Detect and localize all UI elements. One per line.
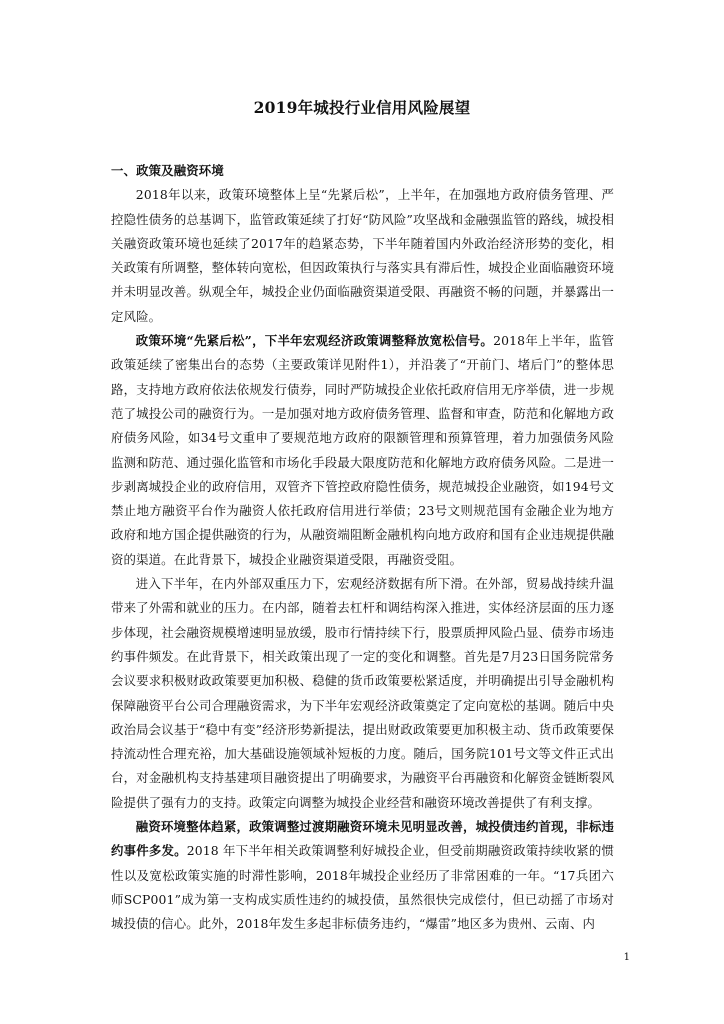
paragraph-1: 2018年以来，政策环境整体上呈“先紧后松”，上半年，在加强地方政府债务管理、严控隐性债务的总基调下，监管政策延续了打好“防风险”攻坚战和金融强监管的路线，城投相关融资政策环境也延续了2017年的趋紧态势，下半年随着国内外政治经济形势的变化，相关政策有所调整，整体转向宽松，但因政策执行与落实具有滞后性，城投企业面临融资环境并未明显改善。纵观全年，城投企业仍面临融资渠道受限、再融资不畅的问题，并暴露出一定风险。 bbox=[111, 187, 614, 324]
paragraph-4 bbox=[111, 815, 614, 936]
section-heading: 一、政策及融资环境 bbox=[111, 163, 224, 178]
page-number: 1 bbox=[623, 952, 630, 963]
paragraph-2 bbox=[111, 329, 614, 572]
paragraph-2-lead: 政策环境“先紧后松”，下半年宏观经济政策调整释放宽松信号。 bbox=[135, 333, 494, 349]
paragraph-3: 进入下半年，在内外部双重压力下，宏观经济数据有所下滑。在外部，贸易战持续升温带来了外需和就业的压力。在内部，随着去杠杆和调结构深入推进，实体经济层面的压力逐步体现，社会融资规模增速明显放缓，股市行情持续下行，股票质押风险凸显、债券市场违约事件频发。在此背景下，相关政策出现了一定的变化和调整。首先是7月23日国务院常务会议要求积极财政政策要更加积极、稳健的货币政策要松紧适度，并明确提出引导金融机构保障融资平台公司合理融资需求，为下半年宏观经济政策奠定了定向宽松的基调。随后中央政治局会议基于“稳中有变”经济形势新提法，提出财政政策要更加积极主动、货币政策要保持流动性合理充裕，加大基础设施领域补短板的力度。随后，国务院101号文等文件正式出台，对金融机构支持基建项目融资提出了明确要求，为融资平台再融资和化解资金链断裂风险提供了强有力的支持。政策定向调整为城投企业经营和融资环境改善提供了有利支撑。 bbox=[111, 576, 614, 810]
document-title: 2019年城投行业信用风险展望 bbox=[253, 98, 471, 117]
paragraph-4-body: 2018 年下半年相关政策调整利好城投企业，但受前期融资政策持续收紧的惯性以及宽松政策实施的时滞性影响，2018年城投企业经历了非常困难的一年。“17兵团六师SCP001”成为第一支构成实质性违约的城投债，虽然很快完成偿付，但已动摇了市场对城投债的信心。此外，2018年发生多起非标债务违约，“爆雷”地区多为贵州、云南、内 bbox=[111, 843, 615, 932]
document-body bbox=[111, 159, 614, 937]
paragraph-4-lead: 融资环境整体趋紧，政策调整过渡期融资环境未见明显改善，城投债违约首现，非标违约事件多发。 bbox=[111, 819, 614, 859]
paragraph-2-body: 2018年上半年，监管政策延续了密集出台的态势（主要政策详见附件1），并沿袭了“开前门、堵后门”的整体思路，支持地方政府依法依规发行债券，同时严防城投企业依托政府信用无序举债，进一步规范了城投公司的融资行为。一是加强对地方政府债务管理、监督和审查，防范和化解地方政府债务风险，如34号文重申了要规范地方政府的限额管理和预算管理，着力加强债务风险监测和防范、通过强化监管和市场化手段最大限度防范和化解地方政府债务风险。二是进一步剥离城投企业的政府信用，双管齐下管控政府隐性债务，规范城投企业融资，如194号文禁止地方融资平台作为融资人依托政府信用进行举债；23号文则规范国有金融企业为地方政府和地方国企提供融资的行为，从融资端阻断金融机构向地方政府和国有企业违规提供融资的渠道。在此背景下，城投企业融资渠道受限，再融资受阻。 bbox=[111, 333, 614, 567]
